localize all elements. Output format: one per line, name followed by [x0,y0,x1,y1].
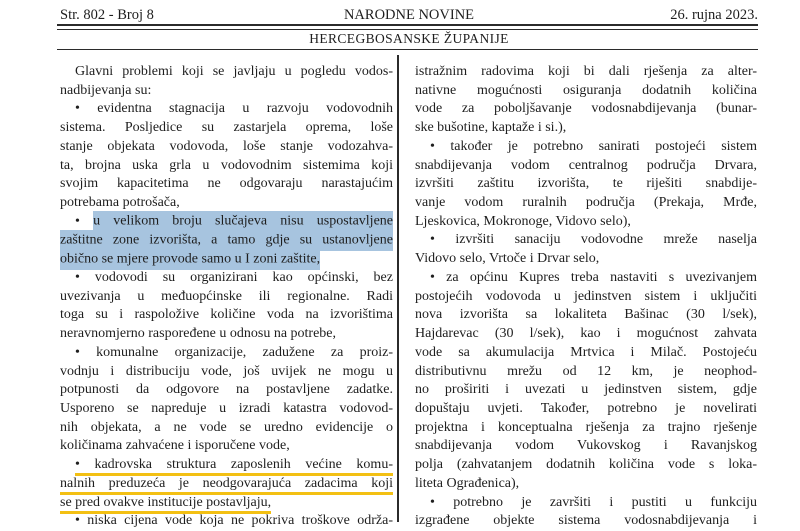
line-text: potrebama potrošača, [60,195,180,211]
line-text: sistema. Posljedice su zastarjela oprema, loše [60,120,393,136]
line-text: toga su i raspoložive količine voda na izvorištima [60,307,393,323]
line-text: ta, brojna uska grla u vodovodnim sistemima koji [60,157,393,173]
line-text: polja (zahvatanjem dodatnih količina vode s loka- [415,457,757,473]
line-text: liteta Ograđenica), [415,475,520,491]
column-divider-rule [397,55,399,522]
bullet-glyph: • [75,213,94,229]
text-line [415,119,757,138]
page-number-label: Str. 802 - Broj 8 [60,7,154,23]
line-text: • niska cijena vode koja ne pokriva troškove održa- [75,513,393,529]
line-text: svojim kapacitetima ne odgovaraju narastajućim [60,176,393,192]
text-line [60,138,393,157]
text-line [415,456,757,475]
line-text: Glavni problemi koji se javljaju u pogledu vodos- [75,64,393,79]
text-line [415,325,757,344]
line-text: Vidovo selo, Vrtoče i Drvar selo, [415,251,600,267]
text-line [415,82,757,101]
line-text: nadbijevanja su: [60,82,152,98]
line-text: projektna i konceptualna rješenja za trajno rješenje [415,419,757,435]
text-line [415,231,757,250]
text-line [60,475,393,494]
text-line [60,288,393,307]
line-text: dopuštaju uvjeti. Također, potrebno je novelirati [415,400,757,416]
publication-title: NARODNE NOVINE [343,7,475,23]
line-text: neravnomjerno raspoređene u odnosu na potrebe, [60,326,337,342]
text-line [415,138,757,157]
text-line [60,231,393,250]
line-text: istražnim radovima koji bi dali rješenja za alter- [415,64,757,79]
text-line [60,306,393,325]
text-line [60,213,393,232]
text-line [60,419,393,438]
highlighted-text: zaštitne zone izvorišta, a tamo gdje su ustanovljene [60,230,393,251]
highlighted-text: obično se mjere provode samo u I zoni zaštite, [60,249,320,270]
line-text: vode sa akumulacija Mrtvica i Milač. Postojeću [415,344,757,360]
text-line [60,437,393,456]
left-text-column [60,63,393,531]
text-line [60,325,393,344]
header-double-rule [57,24,758,30]
text-line [415,363,757,382]
underlined-text: nalnih preduzeća je neodgovarajuća zadacima koji [60,476,393,495]
text-line [60,344,393,363]
text-line [60,363,393,382]
line-text: Usporeno se napreduje u izradi katastra vodovod- [60,400,393,416]
highlighted-text: u velikom broju slučajeva nisu uspostavljene [93,211,393,232]
text-line [415,175,757,194]
line-text: Hajdarevac (30 l/sek), kao i mogućnost zahvata [415,326,757,342]
text-line [60,250,393,269]
line-text: izgrađene objekte sistema vodosnabdijevanja i [415,513,757,529]
line-text: izvršiti zaštitu izvorišta, te riješiti snabdije- [415,176,757,192]
text-line [60,82,393,101]
line-text: vodnju i distribuciju vode, još uvijek ne mogu u [60,363,393,379]
text-line [415,194,757,213]
line-text: ske bušotine, kaptaže i si.), [415,120,567,136]
text-line [60,194,393,213]
text-line [415,100,757,119]
text-line [415,437,757,456]
text-line [60,175,393,194]
text-line [415,381,757,400]
text-line [60,400,393,419]
text-line [415,400,757,419]
line-text: potpunosti da odgovore na postavljene zadatke. [60,382,393,398]
line-text: no proširiti i uvezati u jedinstven sistem, gdje [415,382,757,398]
line-text: • potrebno je završiti i pustiti u funkciju [430,494,757,510]
right-text-column [415,63,757,531]
text-line [415,419,757,438]
text-line [415,306,757,325]
line-text: • izvršiti sanaciju vodovodne mreže naselja [430,232,757,248]
text-line [60,381,393,400]
line-text: distributivnu mrežu od 12 km, je neophod- [415,363,757,379]
text-line [60,63,393,82]
underlined-text: • kadrovska struktura zaposlenih većine komu- [75,457,393,476]
text-line [60,456,393,475]
line-text: vode za poboljšavanje vodosnabdijevanja (bunar- [415,101,757,117]
text-line [60,269,393,288]
issue-date: 26. rujna 2023. [670,7,758,23]
line-text: nih objekata, a ne vode se uredno evidencije o [60,419,393,435]
text-line [415,213,757,232]
text-line [60,494,393,513]
text-line [415,288,757,307]
line-text: • evidentna stagnacija u razvoju vodovodnih [75,101,393,117]
line-text: postojećih vodovoda u jedinstven sistem i uključiti [415,288,757,304]
line-text: stanje objekata vodovoda, loše stanje vodozahva- [60,138,393,154]
text-line [415,269,757,288]
line-text: Ljeskovica, Mokronoge, Vidovo selo), [415,213,631,229]
text-line [415,494,757,513]
text-line [415,63,757,82]
line-text: snabdijevanja vodom centralnog područja Drvara, [415,157,757,173]
section-subtitle: HERCEGBOSANSKE ŽUPANIJE [309,31,509,46]
text-line [415,157,757,176]
page-header [60,7,758,23]
text-line [415,475,757,494]
subtitle-rule [57,49,758,50]
line-text: nativne mogućnosti osiguranja dodatnih količina [415,82,757,98]
line-text: • za općinu Kupres treba nastaviti s uvezivanjem [430,269,757,285]
text-line [415,344,757,363]
line-text: snabdijevanja vodom Vukovskog i Ravanjskog [415,438,757,454]
line-text: nova izvorišta sa lokaliteta Bašinac (30 l/sek), [415,307,757,323]
line-text: uvezivanja u međuopćinske ili regionalne. Radi [60,288,393,304]
underlined-text: se pred ovakve institucije postavljaju, [60,495,271,514]
line-text: • komunalne organizacije, zadužene za proiz- [75,344,393,360]
text-line [415,250,757,269]
line-text: • vodovodi su organizirani kao općinski, bez [75,269,393,285]
text-line [60,119,393,138]
line-text: • također je potrebno sanirati postojeći sistem [430,138,757,154]
line-text: vanje vodom ruralnih područja (Prekaja, Mrđe, [415,195,757,211]
text-line [60,100,393,119]
text-line [60,157,393,176]
line-text: količinama zahvaćene i isporučene vode, [60,438,290,454]
